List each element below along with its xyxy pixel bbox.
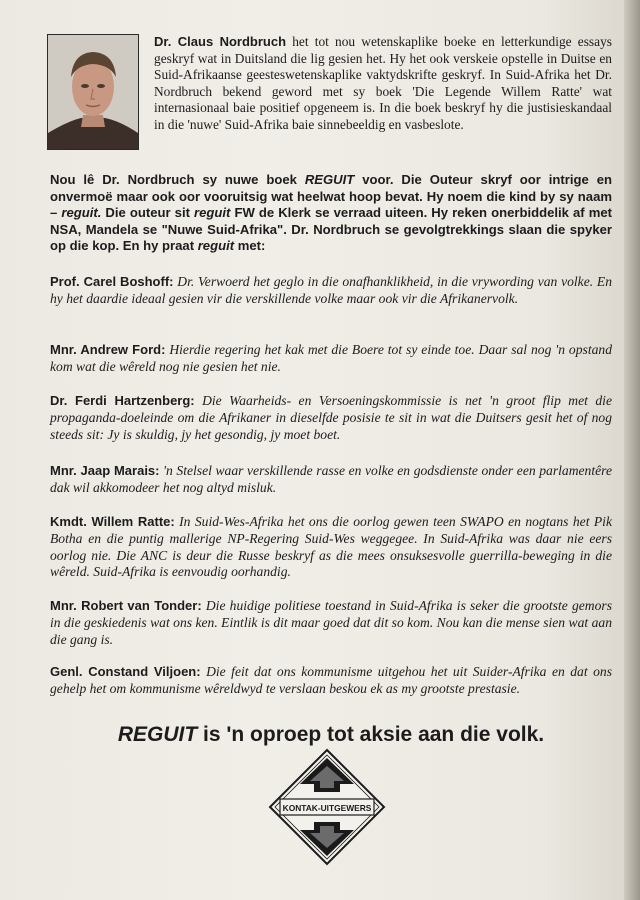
summary-part-3: Die outeur sit — [101, 205, 195, 221]
author-bio: het tot nou wetenskaplike boeke en letterkundige essays geskryf wat in Duitsland die lig gesien het. Hy het ook verskeie opstelle in Duitse en Suid-Afrikaanse geesteswetenskaplike vaktydskrifte geskryf. In Suid-Afrika het Dr. Nordbruch bekend geword met sy boek 'Die Legende Willem Ratte' wat internasionaal baie positief opgeneem is. In die boek beskryf hy die justisieskandaal in die 'nuwe' Suid-Afrika baie sinnebeeldig en vasbeslote. — [154, 34, 612, 132]
quote-speaker: Genl. Constand Viljoen: — [50, 664, 201, 679]
quote-van-tonder — [50, 598, 612, 648]
author-name: Dr. Claus Nordbruch — [154, 34, 287, 49]
summary-part-2: voor. Die Outeur skryf oor intrige en onvermoë maar ook oor vooruitsig wat heelwat hoop bevat. Hy noem die kind by sy naam – — [50, 172, 613, 221]
publisher-logo — [268, 748, 386, 866]
quote-marais — [50, 463, 612, 497]
quote-speaker: Mnr. Jaap Marais: — [50, 463, 160, 478]
summary-part-4: FW de Klerk se verraad uiteen. Hy reken onerbiddelik af met NSA, Mandela se "Nuwe Suid-Afrika". Dr. Nordbruch se gevolgtrekkings slaan die spyker op die kop. En hy praat — [50, 205, 612, 254]
emphasis-reguit-3: reguit — [197, 238, 235, 254]
quote-text: In Suid-Wes-Afrika het ons die oorlog gewen teen SWAPO en nogtans het Pik Botha en die puntig mallerige NP-Regering Suid-Wes weggegee. In Suid-Afrika was daar nie eers oorlog nie. Die ANC is deur die Russe beskryf as die mees onsuksesvolle guerrilla-beweging in die wêreld. Suid-Afrika is eenvoudig oorhandig. — [50, 514, 612, 580]
tagline-text: is 'n oproep tot aksie aan die volk. — [197, 723, 545, 746]
book-title-inline: REGUIT — [304, 172, 355, 187]
quote-boshoff — [50, 274, 612, 308]
quote-text: Die Waarheids- en Versoeningskommissie is net 'n groot flip met die propaganda-doeleinde om die Afrikaner in dieselfde posisie te sit in wat die Duitsers gesit het of nog steeds sit: Jy is skuldig, jy het gesondig, jy moet boet. — [50, 393, 612, 442]
summary-part-5: met: — [234, 238, 266, 254]
publisher-logo-icon — [268, 748, 386, 866]
publisher-name: KONTAK-UITGEWERS — [282, 803, 372, 813]
quote-ratte — [50, 514, 612, 581]
quote-speaker: Prof. Carel Boshoff: — [50, 274, 174, 289]
quote-text: Die feit dat ons kommunisme uitgehou het uit Suider-Afrika en dat ons gehelp het om kommunisme wêreldwyd te verslaan beskou ek as my grootste prestasie. — [50, 664, 613, 696]
quote-speaker: Kmdt. Willem Ratte: — [50, 514, 175, 529]
quote-text: Dr. Verwoerd het geglo in die onafhanklikheid, in die vrywording van volke. En hy het daardie ideaal gesien vir die verskillende volke maar ook vir die Afrikanervolk. — [50, 274, 612, 306]
quote-speaker: Mnr. Andrew Ford: — [50, 342, 166, 357]
book-title: REGUIT — [117, 723, 198, 746]
summary-part-1: Nou lê Dr. Nordbruch sy nuwe boek — [50, 172, 305, 187]
book-summary — [50, 172, 612, 255]
emphasis-reguit-2: reguit — [194, 205, 231, 221]
quote-speaker: Mnr. Robert van Tonder: — [50, 598, 202, 613]
author-intro — [154, 34, 612, 134]
author-photo — [47, 34, 139, 150]
quote-text: 'n Stelsel waar verskillende rasse en volke en godsdienste onder een parlamentêre dak wil akkomodeer het nog altyd misluk. — [50, 463, 612, 495]
author-portrait-image — [48, 35, 138, 149]
quote-speaker: Dr. Ferdi Hartzenberg: — [50, 393, 195, 408]
quote-text: Hierdie regering het kak met die Boere tot sy einde toe. Daar sal nog 'n opstand kom wat die wêreld nog nie gesien het nie. — [50, 342, 612, 374]
cover-edge — [624, 0, 640, 900]
call-to-action — [50, 722, 612, 748]
emphasis-reguit-1: reguit. — [61, 205, 102, 221]
quote-viljoen — [50, 664, 612, 698]
quote-ford — [50, 342, 612, 376]
quote-hartzenberg — [50, 393, 612, 443]
quote-text: Die huidige politiese toestand in Suid-Afrika is seker die grootste gemors in die geskiedenis wat ons ken. Eintlik is dit maar goed dat dit so kom. Nou kan die mense sien wat aan die gang is. — [50, 598, 612, 647]
